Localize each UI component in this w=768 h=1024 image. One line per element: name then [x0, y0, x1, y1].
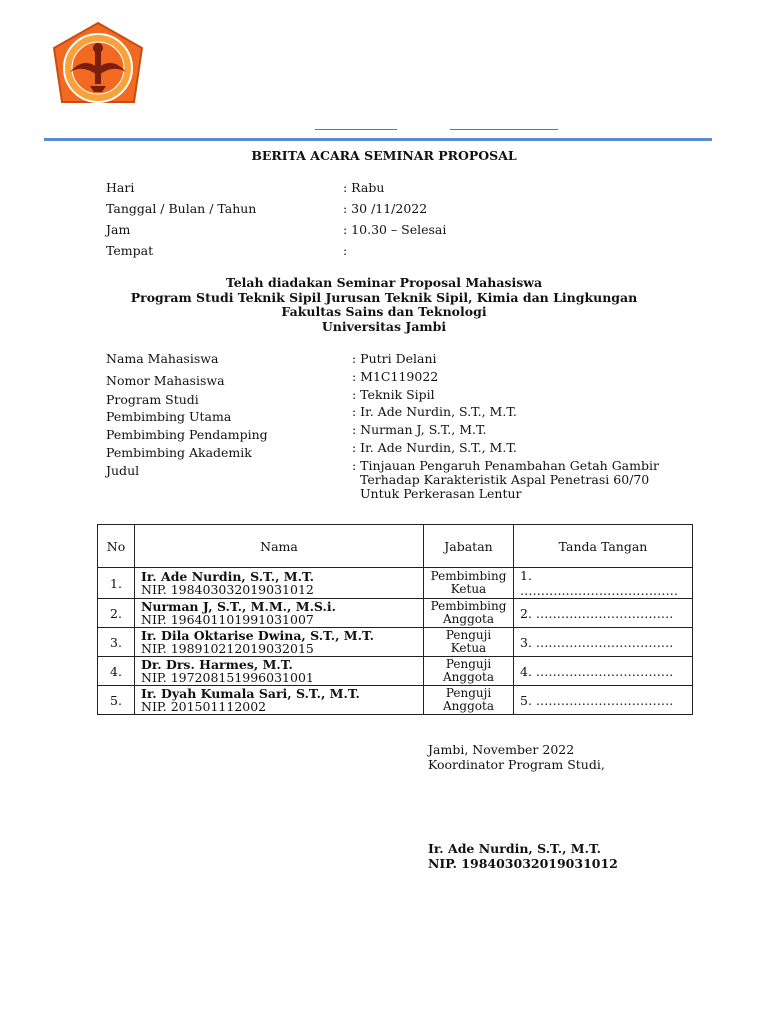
position-rank: Ketua: [450, 582, 487, 596]
examiner-cell: [135, 686, 424, 715]
examiner-name: Ir. Ade Nurdin, S.T., M.T.: [141, 569, 315, 584]
student-label-co-supervisor: Pembimbing Pendamping: [106, 427, 268, 442]
row-number: 3.: [98, 628, 135, 657]
position-cell: [424, 686, 514, 715]
table-row: [98, 686, 693, 715]
table-row: [98, 599, 693, 628]
intro-line: Telah diadakan Seminar Proposal Mahasiswa: [225, 275, 543, 290]
examiner-name: Ir. Dila Oktarise Dwina, S.T., M.T.: [141, 628, 375, 643]
table-header-row: [98, 525, 693, 568]
row-number: 1.: [98, 568, 135, 599]
table-row: [98, 568, 693, 599]
intro-line: Universitas Jambi: [321, 318, 447, 334]
student-value-main-supervisor: : Ir. Ade Nurdin, S.T., M.T.: [352, 404, 517, 419]
examiner-name: Nurman J, S.T., M.M., M.S.i.: [141, 599, 336, 614]
schedule-value-day: : Rabu: [343, 180, 385, 195]
position-rank: Anggota: [443, 670, 494, 684]
position-cell: [424, 657, 514, 686]
schedule-label-date: Tanggal / Bulan / Tahun: [106, 201, 257, 216]
header-link-underline[interactable]: [315, 129, 397, 130]
row-number: 4.: [98, 657, 135, 686]
student-value-program: : Teknik Sipil: [352, 387, 435, 402]
position-rank: Anggota: [443, 699, 494, 713]
examiner-cell: [135, 657, 424, 686]
header-rule: [44, 138, 712, 141]
position-role: Penguji: [445, 686, 492, 700]
signature-line: 1. ………..………………………: [514, 568, 693, 599]
position-cell: [424, 599, 514, 628]
student-value-academic-advisor: : Ir. Ade Nurdin, S.T., M.T.: [352, 440, 517, 455]
signatory-name: Ir. Ade Nurdin, S.T., M.T.: [428, 841, 602, 856]
document-title: BERITA ACARA SEMINAR PROPOSAL: [251, 148, 517, 163]
examiner-nip: NIP. 196401101991031007: [141, 612, 314, 627]
intro-line: Program Studi Teknik Sipil Jurusan Teknik Sipil, Kimia dan Lingkungan: [130, 289, 638, 305]
examiner-nip: NIP. 197208151996031001: [141, 670, 314, 685]
examiner-table: [97, 524, 693, 715]
university-jambi-logo-icon: [50, 20, 146, 116]
column-header-no: No: [98, 525, 135, 568]
signature-line: 5. ……………………………: [514, 686, 693, 715]
intro-block: [0, 276, 768, 334]
thesis-title-line: : Tinjauan Pengaruh Penambahan Getah Gambir: [352, 458, 659, 473]
examiner-name: Dr. Drs. Harmes, M.T.: [141, 657, 293, 672]
position-role: Pembimbing: [430, 599, 507, 613]
position-cell: [424, 628, 514, 657]
closing-role: Koordinator Program Studi,: [428, 757, 605, 772]
schedule-value-place: :: [343, 243, 348, 258]
student-label-number: Nomor Mahasiswa: [106, 373, 225, 388]
schedule-label-place: Tempat: [106, 243, 154, 258]
schedule-label-day: Hari: [106, 180, 135, 195]
intro-line: Fakultas Sains dan Teknologi: [281, 304, 487, 319]
university-logo: [50, 20, 146, 116]
column-header-signature: Tanda Tangan: [514, 525, 693, 568]
student-label-academic-advisor: Pembimbing Akademik: [106, 445, 252, 460]
column-header-name: Nama: [135, 525, 424, 568]
student-value-name: : Putri Delani: [352, 351, 437, 366]
examiner-nip: NIP. 198910212019032015: [141, 641, 314, 656]
table-row: [98, 628, 693, 657]
examiner-nip: NIP. 201501112002: [141, 699, 267, 714]
schedule-value-time: : 10.30 – Selesai: [343, 222, 447, 237]
student-value-co-supervisor: : Nurman J, S.T., M.T.: [352, 422, 487, 437]
row-number: 2.: [98, 599, 135, 628]
thesis-title-line: Terhadap Karakteristik Aspal Penetrasi 60/70: [360, 472, 650, 487]
position-cell: [424, 568, 514, 599]
schedule-label-time: Jam: [106, 222, 131, 237]
table-row: [98, 657, 693, 686]
position-role: Penguji: [445, 628, 492, 642]
signature-line: 3. ……………………………: [514, 628, 693, 657]
student-value-number: : M1C119022: [352, 369, 439, 384]
row-number: 5.: [98, 686, 135, 715]
position-role: Penguji: [445, 657, 492, 671]
signature-line: 2. ……………………………: [514, 599, 693, 628]
column-header-position: Jabatan: [424, 525, 514, 568]
examiner-cell: [135, 628, 424, 657]
signature-line: 4. ……………………………: [514, 657, 693, 686]
signatory-nip: NIP. 198403032019031012: [428, 856, 618, 871]
closing-place-date: Jambi, November 2022: [428, 742, 575, 757]
student-label-name: Nama Mahasiswa: [106, 351, 219, 366]
examiner-cell: [135, 599, 424, 628]
examiner-nip: NIP. 198403032019031012: [141, 582, 314, 597]
header-link-underline[interactable]: [450, 129, 558, 130]
position-role: Pembimbing: [430, 569, 507, 583]
position-rank: Anggota: [443, 612, 494, 626]
position-rank: Ketua: [450, 641, 487, 655]
student-label-program: Program Studi: [106, 392, 199, 407]
student-label-title: Judul: [106, 463, 140, 478]
schedule-value-date: : 30 /11/2022: [343, 201, 428, 216]
thesis-title-line: Untuk Perkerasan Lentur: [360, 486, 522, 501]
student-label-main-supervisor: Pembimbing Utama: [106, 409, 232, 424]
thesis-title: [352, 459, 659, 501]
examiner-name: Ir. Dyah Kumala Sari, S.T., M.T.: [141, 686, 360, 701]
examiner-cell: [135, 568, 424, 599]
